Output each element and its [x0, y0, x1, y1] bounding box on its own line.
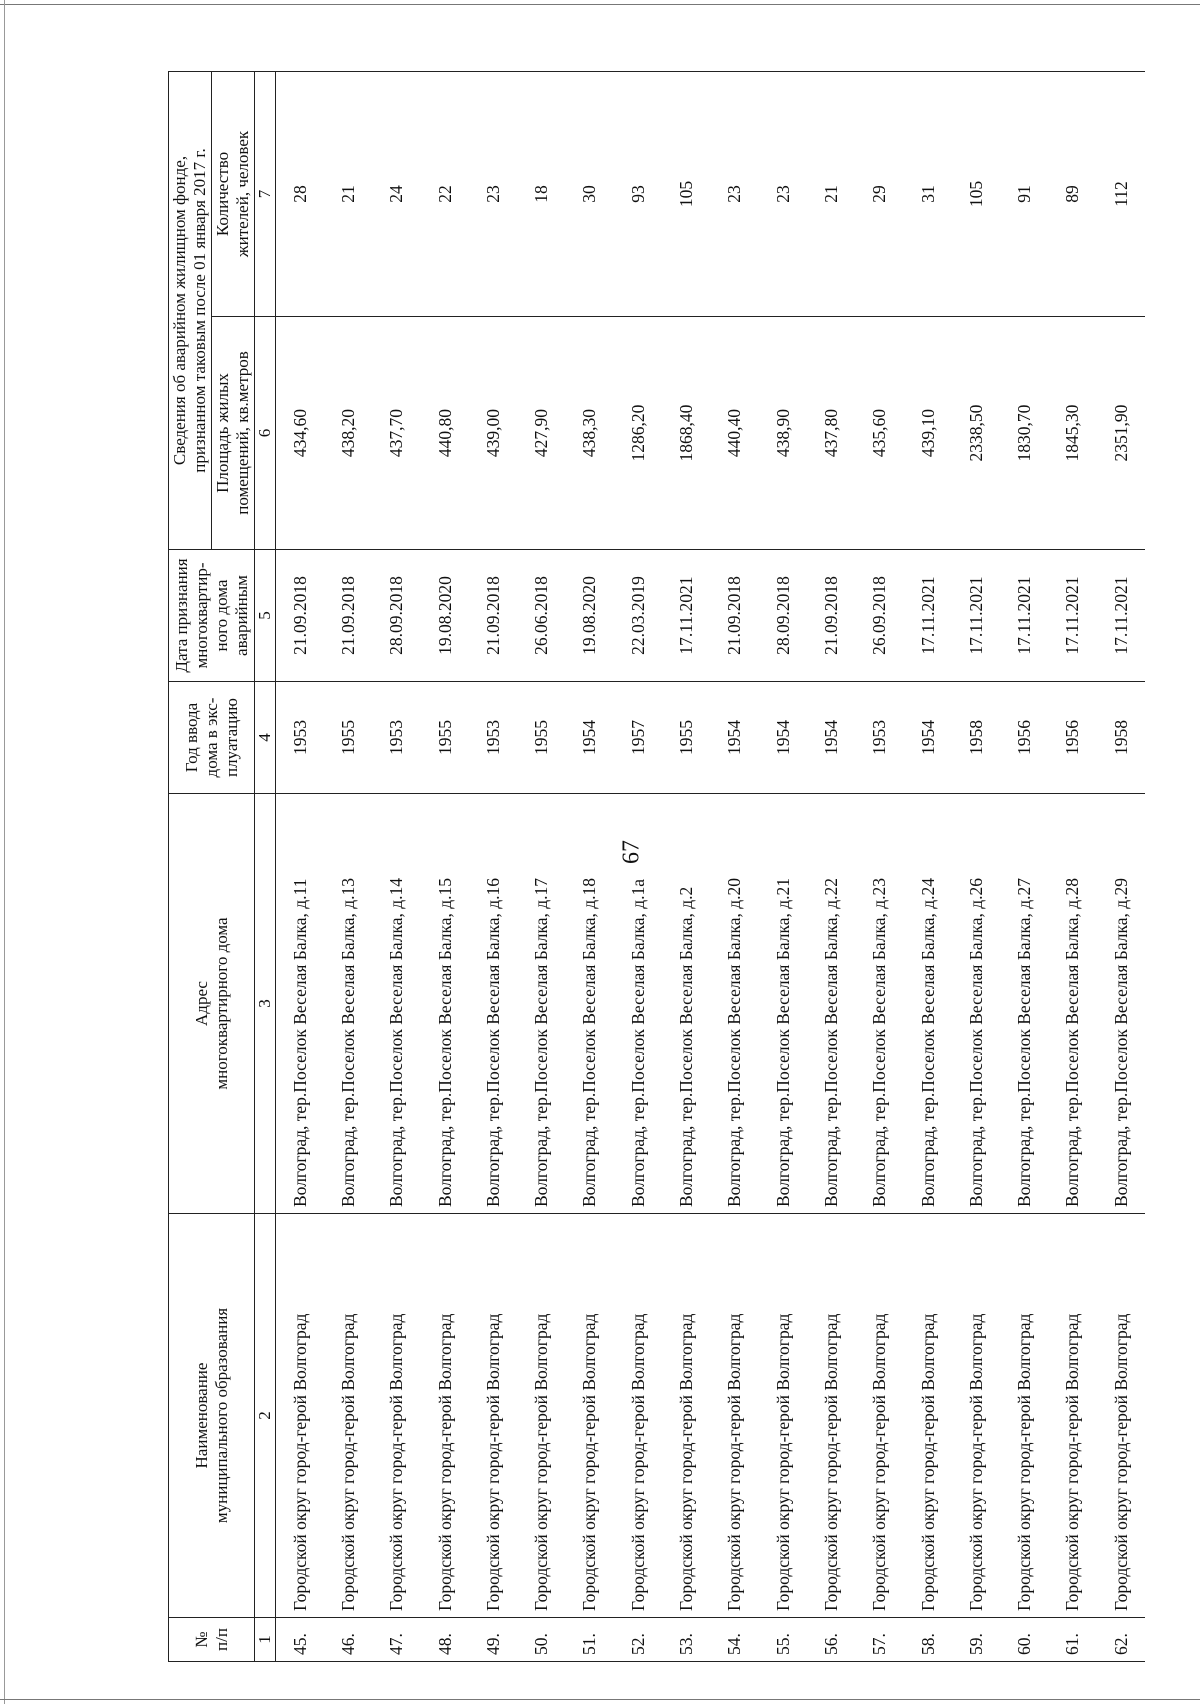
- living-area-cell: 1286,20: [614, 317, 662, 550]
- table-row: [662, 71, 710, 1661]
- table-row: [276, 71, 325, 1661]
- municipality-cell: Городской округ город-герой Волгоград: [759, 1214, 807, 1618]
- column-number: 6: [255, 317, 276, 550]
- row-number: 58.: [904, 1618, 952, 1662]
- row-number: 45.: [276, 1618, 325, 1662]
- table-row: [1097, 71, 1145, 1661]
- row-number: 53.: [662, 1618, 710, 1662]
- emergency-date-cell: 26.06.2018: [517, 550, 565, 682]
- emergency-date-cell: 17.11.2021: [952, 550, 1000, 682]
- emergency-date-cell: 17.11.2021: [1097, 550, 1145, 682]
- column-number: 2: [255, 1214, 276, 1618]
- address-cell: Волгоград, тер.Поселок Веселая Балка, д.20: [711, 794, 759, 1214]
- municipality-cell: Городской округ город-герой Волгоград: [421, 1214, 469, 1618]
- living-area-cell: 2351,90: [1097, 317, 1145, 550]
- commission-year-cell: 1953: [469, 682, 517, 794]
- header-year: Год ввода дома в экс- плуатацию: [169, 682, 255, 794]
- residents-count-cell: 93: [614, 71, 662, 316]
- emergency-date-cell: 19.08.2020: [566, 550, 614, 682]
- table-row: [566, 71, 614, 1661]
- emergency-date-cell: 17.11.2021: [1049, 550, 1097, 682]
- living-area-cell: 438,30: [566, 317, 614, 550]
- commission-year-cell: 1958: [1097, 682, 1145, 794]
- commission-year-cell: 1955: [517, 682, 565, 794]
- header-info-group: Сведения об аварийном жилищном фонде, признанном таковым после 01 января 2017 г.: [169, 71, 212, 549]
- row-number: 48.: [421, 1618, 469, 1662]
- commission-year-cell: 1956: [1000, 682, 1048, 794]
- header-residents: Количество жителей, человек: [212, 71, 255, 316]
- address-cell: Волгоград, тер.Поселок Веселая Балка, д.22: [807, 794, 855, 1214]
- living-area-cell: 438,90: [759, 317, 807, 550]
- table-row: [421, 71, 469, 1661]
- residents-count-cell: 105: [662, 71, 710, 316]
- emergency-date-cell: 28.09.2018: [373, 550, 421, 682]
- table-row: [952, 71, 1000, 1661]
- residents-count-cell: 21: [807, 71, 855, 316]
- address-cell: Волгоград, тер.Поселок Веселая Балка, д.28: [1049, 794, 1097, 1214]
- table-header: [169, 71, 276, 1661]
- column-number: 7: [255, 71, 276, 316]
- scan-edge-left: [4, 0, 5, 1704]
- row-number: 56.: [807, 1618, 855, 1662]
- row-number: 54.: [711, 1618, 759, 1662]
- table-body: [276, 71, 1146, 1661]
- commission-year-cell: 1953: [276, 682, 325, 794]
- residents-count-cell: 29: [856, 71, 904, 316]
- table-row: [1000, 71, 1048, 1661]
- emergency-date-cell: 21.09.2018: [807, 550, 855, 682]
- emergency-date-cell: 28.09.2018: [759, 550, 807, 682]
- table-row: [1049, 71, 1097, 1661]
- table-row: [807, 71, 855, 1661]
- row-number: 62.: [1097, 1618, 1145, 1662]
- page-number: 67: [618, 840, 645, 864]
- living-area-cell: 1868,40: [662, 317, 710, 550]
- address-cell: Волгоград, тер.Поселок Веселая Балка, д.14: [373, 794, 421, 1214]
- residents-count-cell: 23: [711, 71, 759, 316]
- living-area-cell: 1845,30: [1049, 317, 1097, 550]
- address-cell: Волгоград, тер.Поселок Веселая Балка, д.17: [517, 794, 565, 1214]
- living-area-cell: 440,80: [421, 317, 469, 550]
- living-area-cell: 434,60: [276, 317, 325, 550]
- table-row: [759, 71, 807, 1661]
- column-number: 5: [255, 550, 276, 682]
- living-area-cell: 427,90: [517, 317, 565, 550]
- address-cell: Волгоград, тер.Поселок Веселая Балка, д.24: [904, 794, 952, 1214]
- table-row: [856, 71, 904, 1661]
- emergency-date-cell: 17.11.2021: [662, 550, 710, 682]
- living-area-cell: 439,10: [904, 317, 952, 550]
- emergency-date-cell: 17.11.2021: [1000, 550, 1048, 682]
- header-address: Адрес многоквартирного дома: [169, 794, 255, 1214]
- row-number: 55.: [759, 1618, 807, 1662]
- commission-year-cell: 1955: [421, 682, 469, 794]
- column-number: 1: [255, 1618, 276, 1662]
- row-number: 60.: [1000, 1618, 1048, 1662]
- residents-count-cell: 28: [276, 71, 325, 316]
- residents-count-cell: 30: [566, 71, 614, 316]
- address-cell: Волгоград, тер.Поселок Веселая Балка, д.23: [856, 794, 904, 1214]
- commission-year-cell: 1954: [759, 682, 807, 794]
- column-number-row: [255, 71, 276, 1661]
- header-num: № п/п: [169, 1618, 255, 1662]
- municipality-cell: Городской округ город-герой Волгоград: [1049, 1214, 1097, 1618]
- header-municipality: Наименование муниципального образования: [169, 1214, 255, 1618]
- address-cell: Волгоград, тер.Поселок Веселая Балка, д.26: [952, 794, 1000, 1214]
- emergency-housing-table: [168, 71, 1145, 1662]
- residents-count-cell: 23: [469, 71, 517, 316]
- living-area-cell: 438,20: [324, 317, 372, 550]
- living-area-cell: 437,80: [807, 317, 855, 550]
- rotated-table-container: [168, 72, 1200, 1662]
- table-row: [517, 71, 565, 1661]
- header-area: Площадь жилых помещений, кв.метров: [212, 317, 255, 550]
- row-number: 61.: [1049, 1618, 1097, 1662]
- living-area-cell: 437,70: [373, 317, 421, 550]
- emergency-date-cell: 21.09.2018: [276, 550, 325, 682]
- address-cell: Волгоград, тер.Поселок Веселая Балка, д.29: [1097, 794, 1145, 1214]
- emergency-date-cell: 19.08.2020: [421, 550, 469, 682]
- municipality-cell: Городской округ город-герой Волгоград: [566, 1214, 614, 1618]
- commission-year-cell: 1955: [662, 682, 710, 794]
- municipality-cell: Городской округ город-герой Волгоград: [1097, 1214, 1145, 1618]
- commission-year-cell: 1954: [566, 682, 614, 794]
- row-number: 50.: [517, 1618, 565, 1662]
- table-row: [373, 71, 421, 1661]
- commission-year-cell: 1955: [324, 682, 372, 794]
- living-area-cell: 439,00: [469, 317, 517, 550]
- commission-year-cell: 1953: [856, 682, 904, 794]
- residents-count-cell: 91: [1000, 71, 1048, 316]
- residents-count-cell: 105: [952, 71, 1000, 316]
- emergency-date-cell: 26.09.2018: [856, 550, 904, 682]
- emergency-date-cell: 17.11.2021: [904, 550, 952, 682]
- commission-year-cell: 1954: [711, 682, 759, 794]
- column-number: 3: [255, 794, 276, 1214]
- commission-year-cell: 1956: [1049, 682, 1097, 794]
- address-cell: Волгоград, тер.Поселок Веселая Балка, д.27: [1000, 794, 1048, 1214]
- address-cell: Волгоград, тер.Поселок Веселая Балка, д.18: [566, 794, 614, 1214]
- municipality-cell: Городской округ город-герой Волгоград: [276, 1214, 325, 1618]
- emergency-date-cell: 21.09.2018: [469, 550, 517, 682]
- municipality-cell: Городской округ город-герой Волгоград: [952, 1214, 1000, 1618]
- emergency-date-cell: 21.09.2018: [324, 550, 372, 682]
- municipality-cell: Городской округ город-герой Волгоград: [856, 1214, 904, 1618]
- municipality-cell: Городской округ город-герой Волгоград: [614, 1214, 662, 1618]
- row-number: 46.: [324, 1618, 372, 1662]
- commission-year-cell: 1958: [952, 682, 1000, 794]
- table-row: [469, 71, 517, 1661]
- scan-edge-top: [0, 4, 1200, 5]
- municipality-cell: Городской округ город-герой Волгоград: [324, 1214, 372, 1618]
- address-cell: Волгоград, тер.Поселок Веселая Балка, д.21: [759, 794, 807, 1214]
- address-cell: Волгоград, тер.Поселок Веселая Балка, д.1а: [614, 794, 662, 1214]
- address-cell: Волгоград, тер.Поселок Веселая Балка, д.11: [276, 794, 325, 1214]
- residents-count-cell: 112: [1097, 71, 1145, 316]
- municipality-cell: Городской округ город-герой Волгоград: [373, 1214, 421, 1618]
- emergency-date-cell: 22.03.2019: [614, 550, 662, 682]
- residents-count-cell: 31: [904, 71, 952, 316]
- municipality-cell: Городской округ город-герой Волгоград: [1000, 1214, 1048, 1618]
- commission-year-cell: 1953: [373, 682, 421, 794]
- header-date: Дата признания многоквартир- ного дома аварийным: [169, 550, 255, 682]
- residents-count-cell: 22: [421, 71, 469, 316]
- residents-count-cell: 21: [324, 71, 372, 316]
- address-cell: Волгоград, тер.Поселок Веселая Балка, д.13: [324, 794, 372, 1214]
- commission-year-cell: 1954: [807, 682, 855, 794]
- municipality-cell: Городской округ город-герой Волгоград: [807, 1214, 855, 1618]
- emergency-date-cell: 21.09.2018: [711, 550, 759, 682]
- row-number: 47.: [373, 1618, 421, 1662]
- address-cell: Волгоград, тер.Поселок Веселая Балка, д.16: [469, 794, 517, 1214]
- row-number: 59.: [952, 1618, 1000, 1662]
- row-number: 49.: [469, 1618, 517, 1662]
- table-row: [904, 71, 952, 1661]
- living-area-cell: 1830,70: [1000, 317, 1048, 550]
- row-number: 57.: [856, 1618, 904, 1662]
- residents-count-cell: 89: [1049, 71, 1097, 316]
- scan-edge-bottom: [0, 1699, 1200, 1700]
- municipality-cell: Городской округ город-герой Волгоград: [517, 1214, 565, 1618]
- table-row: [614, 71, 662, 1661]
- municipality-cell: Городской округ город-герой Волгоград: [662, 1214, 710, 1618]
- municipality-cell: Городской округ город-герой Волгоград: [469, 1214, 517, 1618]
- commission-year-cell: 1957: [614, 682, 662, 794]
- row-number: 51.: [566, 1618, 614, 1662]
- address-cell: Волгоград, тер.Поселок Веселая Балка, д.2: [662, 794, 710, 1214]
- row-number: 52.: [614, 1618, 662, 1662]
- municipality-cell: Городской округ город-герой Волгоград: [711, 1214, 759, 1618]
- municipality-cell: Городской округ город-герой Волгоград: [904, 1214, 952, 1618]
- residents-count-cell: 18: [517, 71, 565, 316]
- living-area-cell: 440,40: [711, 317, 759, 550]
- column-number: 4: [255, 682, 276, 794]
- living-area-cell: 435,60: [856, 317, 904, 550]
- residents-count-cell: 23: [759, 71, 807, 316]
- table-row: [324, 71, 372, 1661]
- commission-year-cell: 1954: [904, 682, 952, 794]
- living-area-cell: 2338,50: [952, 317, 1000, 550]
- address-cell: Волгоград, тер.Поселок Веселая Балка, д.15: [421, 794, 469, 1214]
- residents-count-cell: 24: [373, 71, 421, 316]
- table-row: [711, 71, 759, 1661]
